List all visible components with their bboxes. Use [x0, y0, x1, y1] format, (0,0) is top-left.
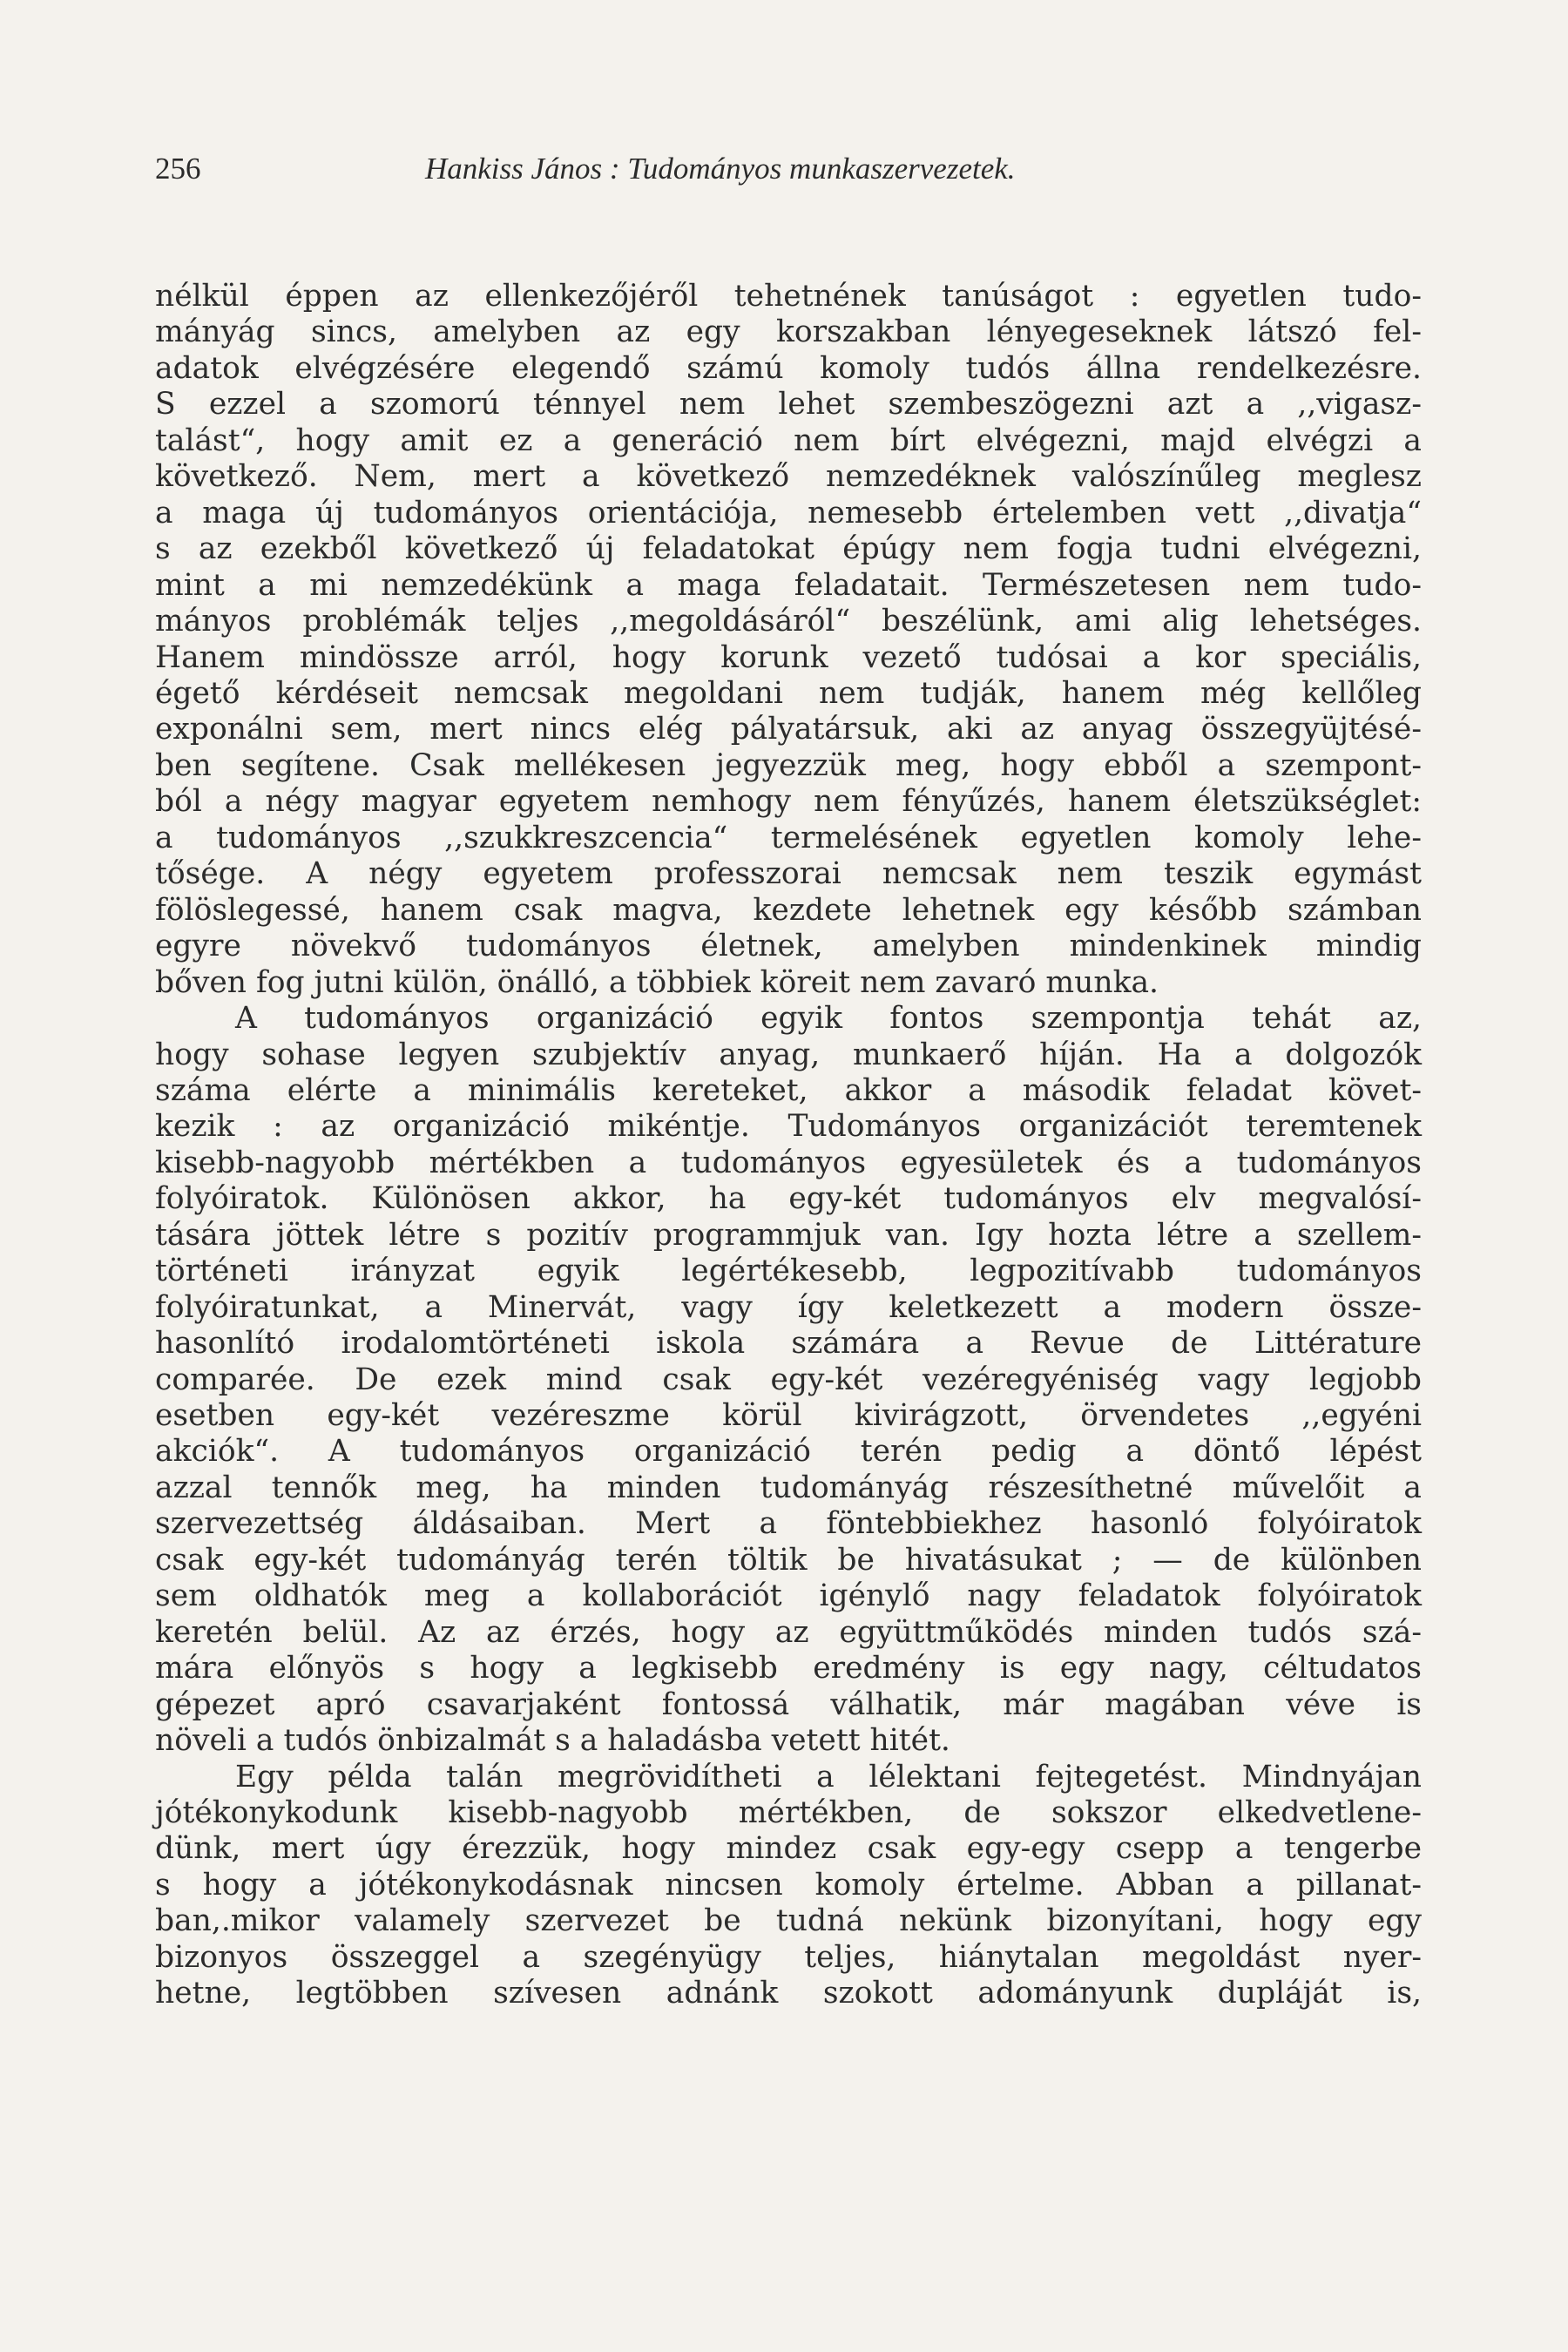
text-line: következő. Nem, mert a következő nemzedéknek valószínűleg meglesz — [155, 459, 1422, 495]
text-line: csak egy-két tudományág terén töltik be hivatásukat ; — de különben — [155, 1542, 1422, 1578]
text-line: Egy példa talán megrövidítheti a lélektani fejtegetést. Mindnyájan — [235, 1759, 1422, 1794]
text-line: gépezet apró csavarjaként fontossá válhatik, már magában véve is — [155, 1686, 1422, 1722]
text-line: akciók“. A tudományos organizáció terén pedig a döntő lépést — [155, 1434, 1422, 1470]
text-line: nélkül éppen az ellenkezőjéről tehetnének tanúságot : egyetlen tudo- — [155, 279, 1422, 314]
text-line: hogy sohase legyen szubjektív anyag, munkaerő híján. Ha a dolgozók — [155, 1037, 1422, 1072]
text-line: S ezzel a szomorú ténnyel nem lehet szembeszögezni azt a ,,vigasz- — [155, 387, 1422, 422]
text-line: azzal tennők meg, ha minden tudományág részesíthetné művelőit a — [155, 1470, 1422, 1505]
text-line: adatok elvégzésére elegendő számú komoly tudós állna rendelkezésre. — [155, 350, 1422, 386]
text-line: sem oldhatók meg a kollaborációt igénylő nagy feladatok folyóiratok — [155, 1578, 1422, 1614]
text-line: talást“, hogy amit ez a generáció nem bírt elvégezni, majd elvégzi a — [155, 422, 1422, 458]
text-line: ból a négy magyar egyetem nemhogy nem fényűzés, hanem életszükséglet: — [155, 784, 1422, 820]
text-line: a tudományos ,,szukkreszcencia“ termelésének egyetlen komoly lehe- — [155, 820, 1422, 855]
text-line: ban,.mikor valamely szervezet be tudná nekünk bizonyítani, hogy egy — [155, 1903, 1422, 1939]
text-line: folyóiratunkat, a Minervát, vagy így keletkezett a modern össze- — [155, 1289, 1422, 1325]
text-line: s hogy a jótékonykodásnak nincsen komoly értelme. Abban a pillanat- — [155, 1867, 1422, 1903]
text-line: mányág sincs, amelyben az egy korszakban lényegeseknek látszó fel- — [155, 314, 1422, 350]
text-line: bizonyos összeggel a szegényügy teljes, hiánytalan megoldást nyer- — [155, 1939, 1422, 1975]
text-line: hetne, legtöbben szívesen adnánk szokott adományunk dupláját is, — [155, 1976, 1422, 2011]
text-line: dünk, mert úgy érezzük, hogy mindez csak egy-egy csepp a tengerbe — [155, 1831, 1422, 1867]
text-line: növeli a tudós önbizalmát s a haladásba vetett hitét. — [155, 1723, 950, 1758]
text-line: keretén belül. Az az érzés, hogy az együttműködés minden tudós szá- — [155, 1614, 1422, 1650]
text-line: bőven fog jutni külön, önálló, a többiek köreit nem zavaró munka. — [155, 964, 1159, 1000]
text-line: egyre növekvő tudományos életnek, amelyben mindenkinek mindig — [155, 929, 1422, 964]
text-line: ben segítene. Csak mellékesen jegyezzük meg, hogy ebből a szempont- — [155, 747, 1422, 783]
text-line: kezik : az organizáció mikéntje. Tudományos organizációt teremtenek — [155, 1109, 1422, 1145]
text-line: mint a mi nemzedékünk a maga feladatait. Természetesen nem tudo- — [155, 567, 1422, 603]
page-header — [155, 148, 1427, 190]
page-number: 256 — [155, 152, 201, 186]
text-line: s az ezekből következő új feladatokat épúgy nem fogja tudni elvégezni, — [155, 531, 1422, 567]
text-line: égető kérdéseit nemcsak megoldani nem tudják, hanem még kellőleg — [155, 676, 1422, 711]
text-line: mára előnyös s hogy a legkisebb eredmény is egy nagy, céltudatos — [155, 1651, 1422, 1686]
text-line: történeti irányzat egyik legértékesebb, legpozitívabb tudományos — [155, 1254, 1422, 1289]
text-line: tására jöttek létre s pozitív programmjuk van. Igy hozta létre a szellem- — [155, 1217, 1422, 1253]
text-line: jótékonykodunk kisebb-nagyobb mértékben, de sokszor elkedvetlene- — [155, 1794, 1422, 1830]
text-line: mányos problémák teljes ,,megoldásáról“ beszélünk, ami alig lehetséges. — [155, 604, 1422, 639]
text-line: tősége. A négy egyetem professzorai nemcsak nem teszik egymást — [155, 856, 1422, 892]
running-title: Hankiss János : Tudományos munkaszervezetek. — [425, 152, 1016, 186]
text-line: comparée. De ezek mind csak egy-két vezéregyéniség vagy legjobb — [155, 1362, 1422, 1397]
text-line: kisebb-nagyobb mértékben a tudományos egyesületek és a tudományos — [155, 1145, 1422, 1180]
text-line: A tudományos organizáció egyik fontos szempontja tehát az, — [235, 1001, 1422, 1036]
text-line: Hanem mindössze arról, hogy korunk vezető tudósai a kor speciális, — [155, 639, 1422, 675]
text-line: a maga új tudományos orientációja, nemesebb értelemben vett ,,divatja“ — [155, 495, 1422, 531]
text-line: szervezettség áldásaiban. Mert a föntebbiekhez hasonló folyóiratok — [155, 1506, 1422, 1542]
text-line: exponálni sem, mert nincs elég pályatársuk, aki az anyag összegyüjtésé- — [155, 712, 1422, 747]
text-line: hasonlító irodalomtörténeti iskola számára a Revue de Littérature — [155, 1326, 1422, 1362]
text-line: folyóiratok. Különösen akkor, ha egy-két tudományos elv megvalósí- — [155, 1181, 1422, 1217]
text-line: esetben egy-két vezéreszme körül kivirágzott, örvendetes ,,egyéni — [155, 1398, 1422, 1433]
text-line: fölöslegessé, hanem csak magva, kezdete lehetnek egy később számban — [155, 892, 1422, 928]
text-line: száma elérte a minimális kereteket, akkor a második feladat követ- — [155, 1072, 1422, 1108]
